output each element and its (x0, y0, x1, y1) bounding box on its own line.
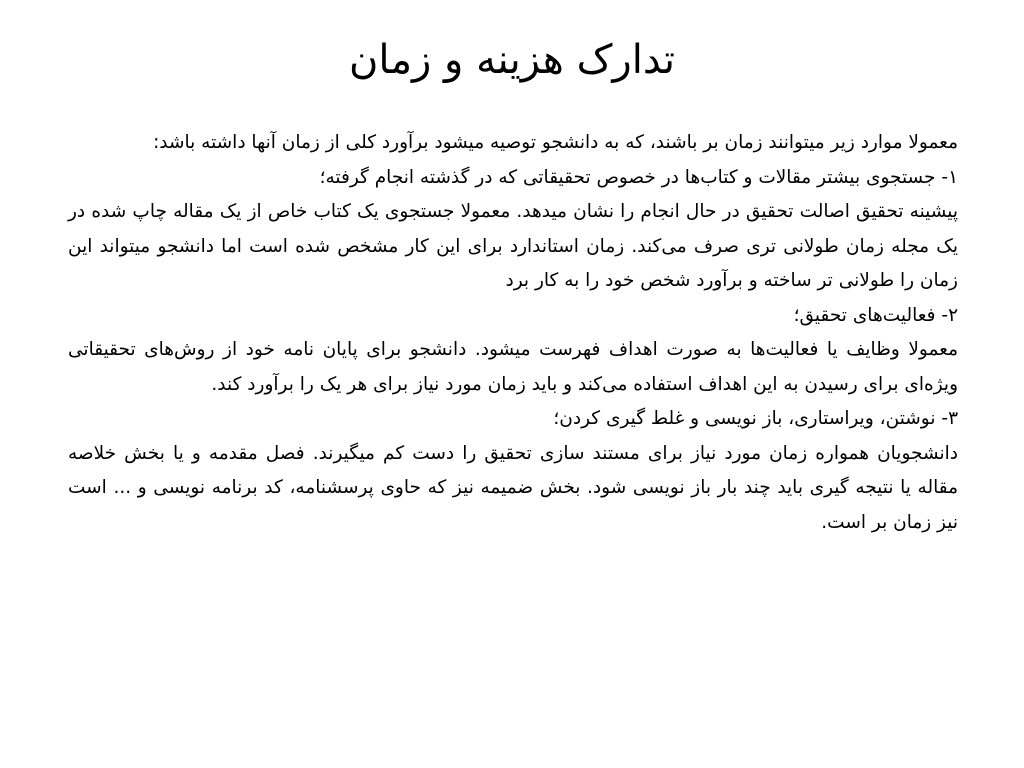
intro-paragraph: معمولا موارد زیر میتوانند زمان بر باشند، که به دانشجو توصیه میشود برآورد کلی از زمان آنها داشته باشد: (153, 132, 958, 153)
slide-title: تدارک هزینه و زمان (349, 37, 675, 83)
item-1-heading: ۱- جستجوی بیشتر مقالات و کتاب‌ها در خصوص تحقیقاتی که در گذشته انجام گرفته؛ (319, 166, 958, 188)
item-1-paragraph: پیشینه تحقیق اصالت تحقیق در حال انجام را نشان میدهد. معمولا جستجوی یک کتاب خاص از یک مقاله چاپ شده در یک مجله زمان طولانی تری صرف می‌کند. زمان استاندارد برای این کار مشخص شده است اما دانشجو میتواند این زمان را طولانی تر ساخته و برآورد شخص خود را به کار برد (68, 201, 958, 291)
item-2-heading: ۲- فعالیت‌های تحقیق؛ (793, 304, 958, 326)
slide-body (68, 126, 958, 540)
item-2-paragraph: معمولا وظایف یا فعالیت‌ها به صورت اهداف فهرست میشود. دانشجو برای پایان نامه خود از روش‌های تحقیقاتی ویژه‌ای برای رسیدن به این اهداف استفاده می‌کند و باید زمان مورد نیاز برای هر یک را برآورد کند. (68, 339, 958, 395)
item-3-heading: ۳- نوشتن، ویراستاری، باز نویسی و غلط گیری کردن؛ (553, 408, 958, 429)
item-3-paragraph: دانشجویان همواره زمان مورد نیاز برای مستند سازی تحقیق را دست کم میگیرند. فصل مقدمه و یا بخش خلاصه مقاله یا نتیجه گیری باید چند بار باز نویسی شود. بخش ضمیمه نیز که حاوی پرسشنامه، کد برنامه نویسی و ... است نیز زمان بر است. (68, 442, 958, 533)
